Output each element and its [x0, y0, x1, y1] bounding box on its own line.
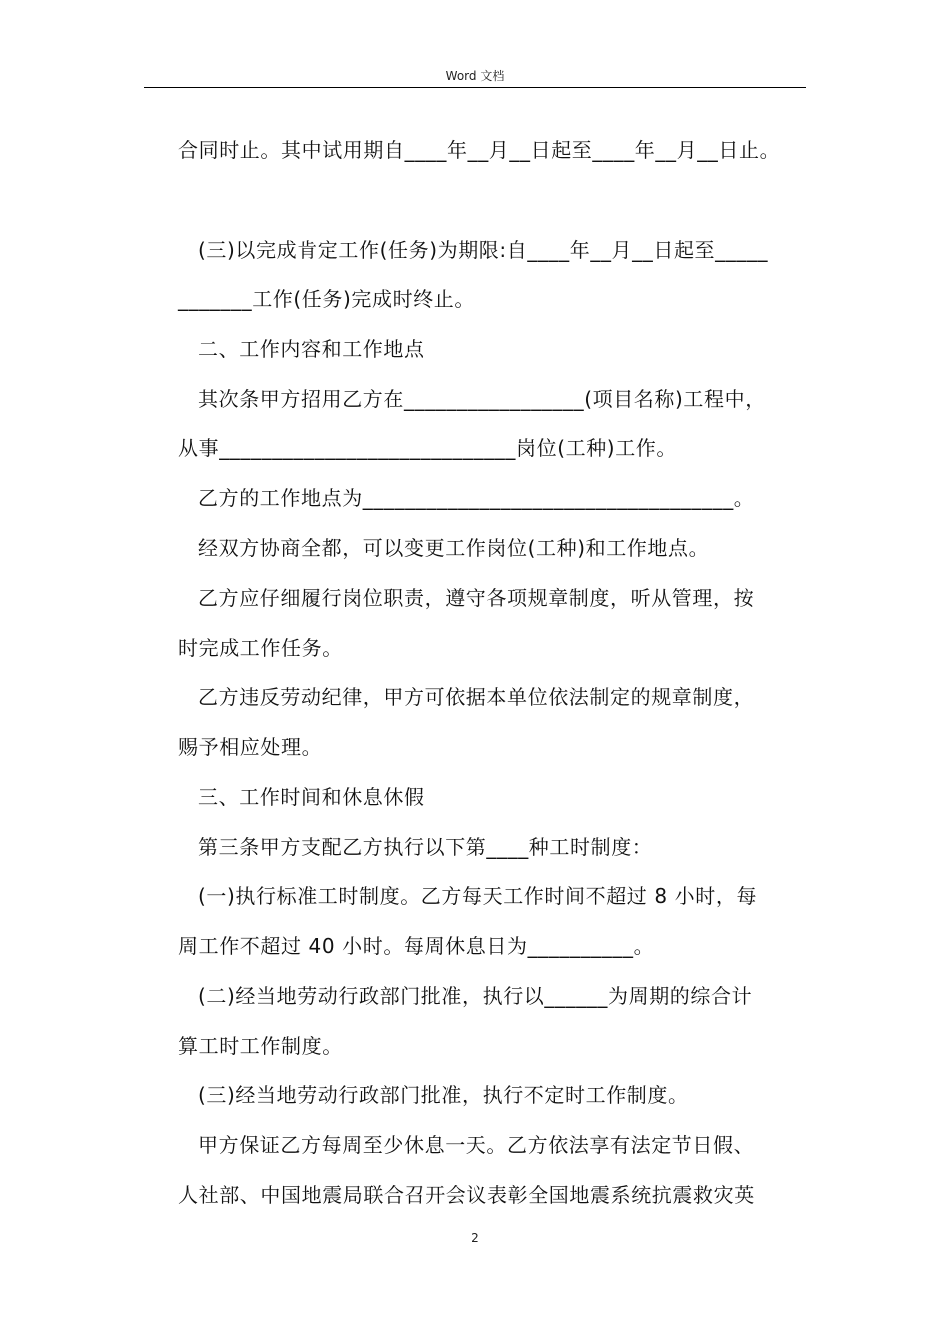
text-line: _______工作(任务)完成时终止。 [178, 287, 476, 311]
text-line: 乙方违反劳动纪律，甲方可依据本单位依法制定的规章制度， [198, 685, 755, 709]
text-line: 乙方的工作地点为___________________________________。 [198, 486, 755, 510]
text-line: (三)以完成肯定工作(任务)为期限:自____年__月__日起至_____ [198, 238, 769, 262]
text-line: 从事____________________________岗位(工种)工作。 [178, 436, 678, 460]
text-line: 第三条甲方支配乙方执行以下第____种工时制度： [198, 835, 653, 859]
text-line: 合同时止。其中试用期自____年__月__日起至____年__月__日止。 [178, 138, 781, 162]
text-line: 人社部、中国地震局联合召开会议表彰全国地震系统抗震救灾英 [178, 1183, 755, 1207]
section-heading: 二、工作内容和工作地点 [198, 337, 425, 361]
text-line: 乙方应仔细履行岗位职责，遵守各项规章制度，听从管理，按 [198, 586, 755, 610]
text-line: (三)经当地劳动行政部门批准，执行不定时工作制度。 [198, 1083, 689, 1107]
header-rule [144, 87, 806, 88]
text-line: (一)执行标准工时制度。乙方每天工作时间不超过 8 小时，每 [198, 884, 758, 908]
text-line: 周工作不超过 40 小时。每周休息日为__________。 [178, 934, 655, 958]
section-heading: 三、工作时间和休息休假 [198, 785, 425, 809]
text-line: (二)经当地劳动行政部门批准，执行以______为周期的综合计 [198, 984, 753, 1008]
page-number: 2 [471, 1231, 479, 1245]
text-line: 赐予相应处理。 [178, 735, 323, 759]
text-line: 经双方协商全都，可以变更工作岗位(工种)和工作地点。 [198, 536, 710, 560]
text-line: 甲方保证乙方每周至少休息一天。乙方依法享有法定节日假、 [198, 1133, 755, 1157]
header-title: Word 文档 [445, 69, 505, 83]
text-line: 算工时工作制度。 [178, 1034, 343, 1058]
text-line: 其次条甲方招用乙方在_________________(项目名称)工程中， [198, 387, 766, 411]
text-line: 时完成工作任务。 [178, 636, 343, 660]
